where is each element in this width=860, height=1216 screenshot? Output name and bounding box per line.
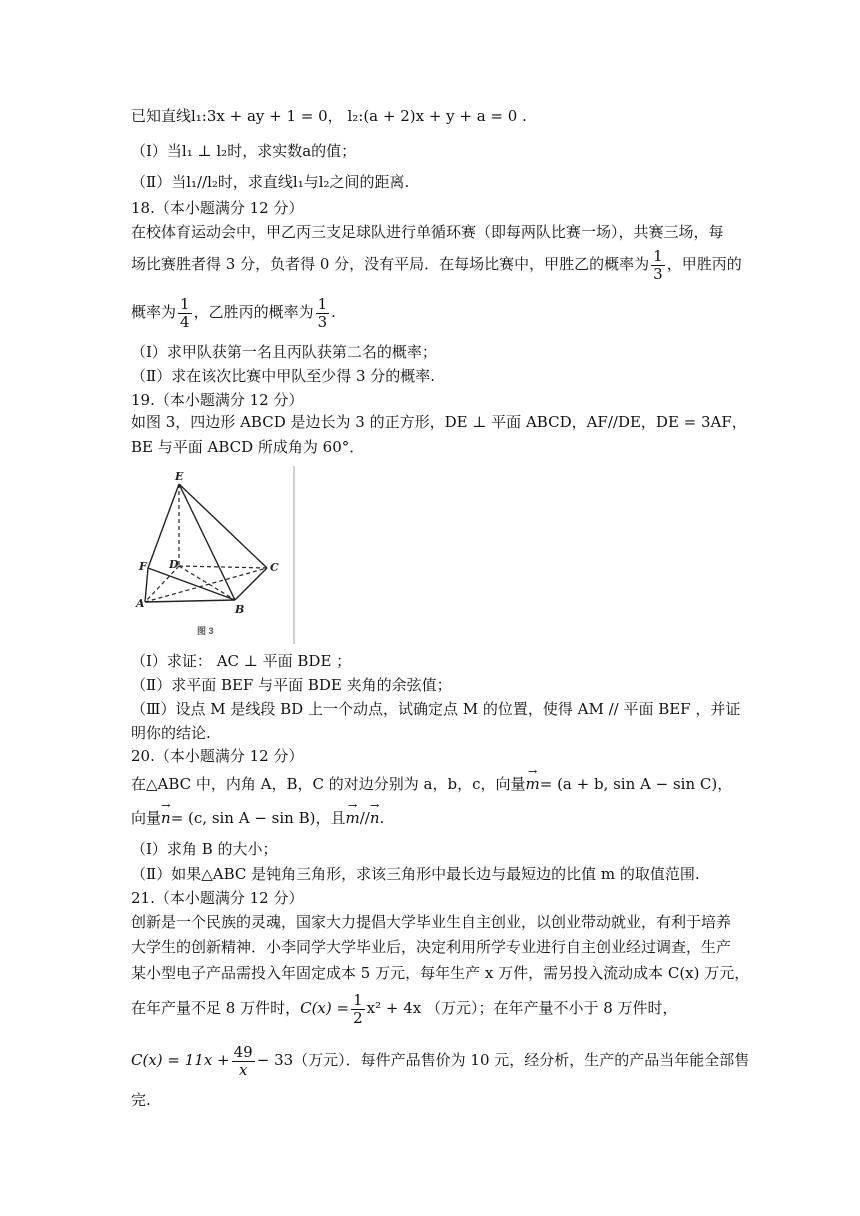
q20-text1-a: 在△ABC 中，内角 A，B，C 的对边分别为 a，b，c，向量 xyxy=(131,775,526,793)
q20-text2-b: = (c, sin A − sin B)，且 xyxy=(170,809,346,827)
edge-dc-hidden xyxy=(179,566,267,568)
q21-text4 xyxy=(131,990,678,1027)
q19-text1: 如图 3，四边形 ABCD 是边长为 3 的正方形，DE ⊥ 平面 ABCD，AF//DE，DE = 3AF， xyxy=(131,413,747,431)
fraction-denominator: 3 xyxy=(653,264,663,283)
fraction-numerator: 1 xyxy=(180,294,190,313)
q20-text2-a: 向量 xyxy=(131,809,162,827)
edge-da-hidden xyxy=(145,566,179,602)
q19-part3-line2: 明你的结论. xyxy=(131,724,211,742)
q21-header: 21.（本小题满分 12 分） xyxy=(131,889,304,907)
fraction-one-third xyxy=(651,248,665,283)
vector-n: → n xyxy=(161,808,171,828)
q20-text2-d: . xyxy=(379,809,385,827)
q18-text2-main: 场比赛胜者得 3 分，负者得 0 分，没有平局．在每场比赛中，甲胜乙的概率为 xyxy=(131,255,650,273)
q18-text1: 在校体育运动会中，甲乙丙三支足球队进行单循环赛（即每两队比赛一场），共赛三场，每 xyxy=(131,223,724,241)
q20-text2-c: // xyxy=(359,809,370,827)
figure-3-pyramid xyxy=(131,462,299,646)
q18-text2-tail: ，甲胜丙的 xyxy=(666,255,742,273)
q21-text2: 大学生的创新精神．小李同学大学毕业后，决定利用所学专业进行自主创业经过调查，生产 xyxy=(131,938,732,956)
q19-header: 19.（本小题满分 12 分） xyxy=(131,391,304,409)
label-e: E xyxy=(175,470,184,483)
q17-condition: 已知直线l₁:3x + ay + 1 = 0， l₂:(a + 2)x + y + a = 0 . xyxy=(131,107,527,125)
q19-text2: BE 与平面 ABCD 所成角为 60°． xyxy=(131,438,365,456)
q21-text4-c: x² + 4x （万元）；在年产量不小于 8 万件时， xyxy=(366,999,678,1017)
q21-text4-a: 在年产量不足 8 万件时， xyxy=(131,999,301,1017)
q20-part2: （Ⅱ）如果△ABC 是钝角三角形，求该三角形中最长边与最短边的比值 m 的取值范围. xyxy=(131,865,700,883)
label-b: B xyxy=(235,603,245,616)
fraction-numerator: 1 xyxy=(653,246,663,265)
q18-text3-b: ，乙胜丙的概率为 xyxy=(193,303,314,321)
fraction-denominator: x xyxy=(238,1060,248,1079)
q21-text1: 创新是一个民族的灵魂，国家大力提倡大学毕业生自主创业，以创业带动就业，有利于培养 xyxy=(131,913,732,931)
q17-part2: （Ⅱ）当l₁//l₂时，求直线l₁与l₂之间的距离. xyxy=(131,173,410,191)
q18-text3-a: 概率为 xyxy=(131,303,177,321)
q21-text5 xyxy=(131,1042,749,1079)
fraction-numerator: 1 xyxy=(317,294,328,313)
edge-fa xyxy=(145,568,148,602)
fraction-numerator: 1 xyxy=(353,990,363,1009)
vector-n: → n xyxy=(370,808,380,828)
fraction-one-half xyxy=(351,992,365,1027)
q18-part1: （Ⅰ）求甲队获第一名且丙队获第二名的概率； xyxy=(131,343,437,361)
vector-m: → m xyxy=(526,774,540,794)
q20-text1 xyxy=(131,774,732,794)
q21-text5-a: C(x) = 11x + xyxy=(131,1051,230,1069)
q18-text2 xyxy=(131,246,742,283)
q18-header: 18.（本小题满分 12 分） xyxy=(131,199,304,217)
label-f: F xyxy=(139,560,147,573)
q19-part3-line1: （Ⅲ）设点 M 是线段 BD 上一个动点，试确定点 M 的位置，使得 AM // 平面 BEF ，并证 xyxy=(131,700,741,718)
q20-part1: （Ⅰ）求角 B 的大小； xyxy=(131,840,278,858)
label-d: D xyxy=(169,558,179,571)
fraction-denominator: 2 xyxy=(353,1008,363,1027)
vector-m: → m xyxy=(345,808,359,828)
fraction-numerator: 49 xyxy=(233,1042,253,1061)
edge-ec xyxy=(179,484,267,568)
q21-text5-b: − 33（万元）．每件产品售价为 10 元，经分析，生产的产品当年能全部售 xyxy=(256,1051,750,1069)
q18-text3 xyxy=(131,294,336,331)
fraction-one-quarter xyxy=(178,296,192,331)
q17-part1: （Ⅰ）当l₁ ⊥ l₂时，求实数a的值； xyxy=(131,142,357,160)
fraction-one-third xyxy=(316,296,330,331)
edge-bc xyxy=(235,568,267,600)
label-a: A xyxy=(136,597,145,610)
q19-part1: （Ⅰ）求证： AC ⊥ 平面 BDE ； xyxy=(131,652,352,670)
edge-ab xyxy=(145,600,235,602)
q19-part2: （Ⅱ）求平面 BEF 与平面 BDE 夹角的余弦值； xyxy=(131,676,452,694)
q20-text1-b: = (a + b, sin A − sin C)， xyxy=(539,775,733,793)
q20-header: 20.（本小题满分 12 分） xyxy=(131,747,304,765)
q21-text4-b: C(x) = xyxy=(300,999,350,1017)
q21-text3: 某小型电子产品需投入年固定成本 5 万元，每年生产 x 万件，需另投入流动成本 C(x) 万元， xyxy=(131,964,750,982)
label-c: C xyxy=(270,561,279,574)
fraction-49-over-x xyxy=(232,1044,255,1079)
q18-part2: （Ⅱ）求在该次比赛中甲队至少得 3 分的概率. xyxy=(131,367,436,385)
figure-caption: 图 3 xyxy=(197,626,214,636)
q21-text6: 完. xyxy=(131,1091,151,1109)
edge-ef xyxy=(148,484,179,568)
fraction-denominator: 3 xyxy=(317,312,328,331)
fraction-denominator: 4 xyxy=(180,312,190,331)
q18-text3-c: . xyxy=(331,303,336,321)
q20-text2 xyxy=(131,808,384,828)
